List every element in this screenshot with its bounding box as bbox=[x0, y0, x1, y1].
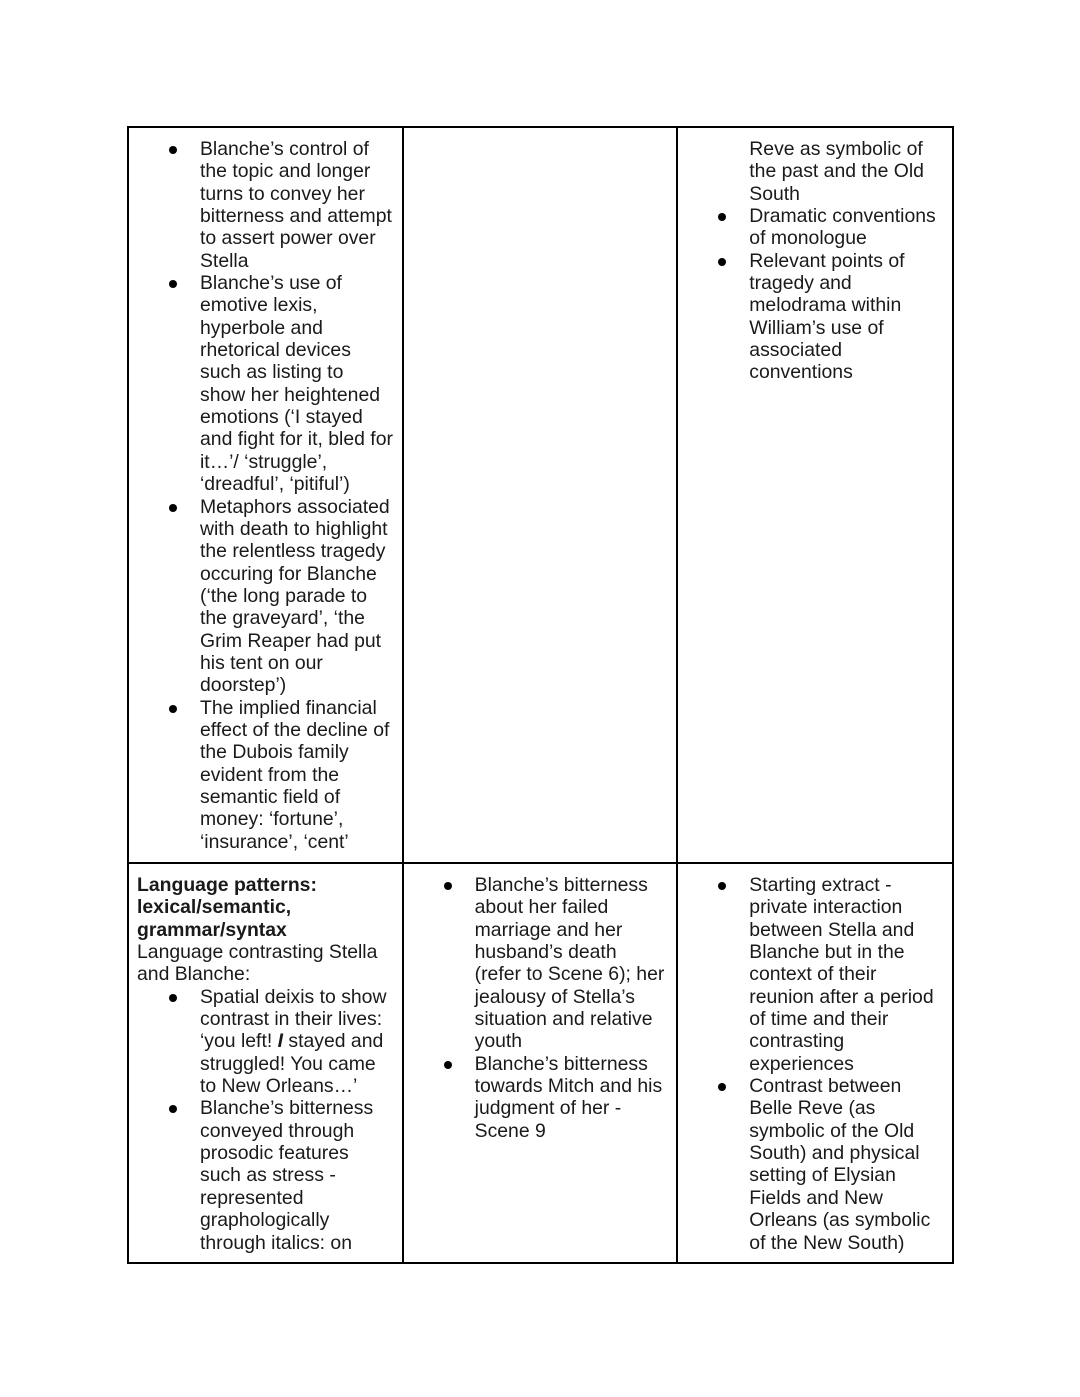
list-item-text: The implied financial effect of the decline of the Dubois family evident from the semantic field of money: ‘fortune’, ‘insurance’, ‘cent’ bbox=[200, 696, 390, 853]
bullet-icon bbox=[169, 994, 177, 1002]
list-item bbox=[749, 205, 944, 250]
table-cell-row1-col3 bbox=[677, 127, 953, 863]
bullet-list bbox=[686, 205, 944, 384]
bullet-list bbox=[137, 138, 394, 853]
table-cell-row1-col1 bbox=[128, 127, 403, 863]
table-row bbox=[128, 127, 953, 863]
list-item-text: Starting extract - private interaction between Stella and Blanche but in the context of their reunion after a period of time and their contrasting experiences bbox=[749, 874, 934, 1075]
list-item-text: Relevant points of tragedy and melodrama within William’s use of associated conventions bbox=[749, 249, 905, 384]
list-item bbox=[200, 986, 394, 1098]
table-cell-row2-col2 bbox=[403, 863, 678, 1263]
bullet-icon bbox=[169, 146, 177, 154]
list-item bbox=[200, 272, 394, 495]
bullet-icon bbox=[718, 882, 726, 890]
table-row bbox=[128, 863, 953, 1263]
analysis-table bbox=[127, 126, 954, 1264]
list-item-text: Contrast between Belle Reve (as symbolic of the Old South) and physical setting of Elysian Fields and New Orleans (as symbolic of the New South) bbox=[749, 1075, 931, 1254]
list-item-text: Dramatic conventions of monologue bbox=[749, 205, 936, 250]
bullet-icon bbox=[169, 504, 177, 512]
emphasis-text: I bbox=[277, 1030, 283, 1053]
list-item bbox=[200, 138, 394, 272]
section-heading: Language patterns: lexical/semantic, grammar/syntax bbox=[137, 874, 317, 941]
list-item-text: Metaphors associated with death to highlight the relentless tragedy occuring for Blanche (‘the long parade to the graveyard’, ‘the Grim Reaper had put his tent on our doorstep’) bbox=[200, 495, 390, 697]
bullet-list bbox=[137, 986, 394, 1254]
table-cell-row1-col2 bbox=[403, 127, 678, 863]
list-item-text: Blanche’s control of the topic and longer turns to convey her bitterness and attempt to assert power over Stella bbox=[200, 138, 392, 272]
bullet-icon bbox=[718, 1083, 726, 1091]
bullet-list bbox=[686, 874, 944, 1254]
list-item bbox=[200, 1097, 394, 1253]
continued-text: Reve as symbolic of the past and the Old South bbox=[749, 138, 924, 205]
list-item bbox=[475, 1053, 669, 1142]
bullet-icon bbox=[169, 1105, 177, 1113]
list-item bbox=[749, 250, 944, 384]
list-item bbox=[475, 874, 669, 1053]
list-item-text: Blanche’s bitterness conveyed through prosodic features such as stress - represented graphologically through italics: on bbox=[200, 1097, 374, 1254]
bullet-icon bbox=[169, 705, 177, 713]
list-item bbox=[749, 874, 944, 1075]
bullet-icon bbox=[718, 213, 726, 221]
bullet-icon bbox=[169, 280, 177, 288]
list-item bbox=[200, 496, 394, 697]
table-cell-row2-col1 bbox=[128, 863, 403, 1263]
bullet-list bbox=[412, 874, 669, 1142]
list-item-text: Blanche’s bitterness towards Mitch and his judgment of her - Scene 9 bbox=[474, 1052, 663, 1142]
list-item bbox=[200, 697, 394, 853]
list-item-text-post: stayed and struggled! You came to New Orleans…’ bbox=[200, 1030, 384, 1098]
list-item bbox=[749, 1075, 944, 1254]
table-cell-row2-col3 bbox=[677, 863, 953, 1263]
list-item-text-pre: Spatial deixis to show contrast in their lives: ‘you left! bbox=[200, 985, 387, 1053]
list-item-text: Blanche’s bitterness about her failed marriage and her husband’s death (refer to Scene 6); her jealousy of Stella’s situation and relative youth bbox=[474, 874, 665, 1053]
bullet-icon bbox=[718, 258, 726, 266]
bullet-icon bbox=[444, 882, 452, 890]
bullet-icon bbox=[444, 1061, 452, 1069]
list-item-text: Blanche’s use of emotive lexis, hyperbole and rhetorical devices such as listing to show her heightened emotions (‘I stayed and fight for it, bled for it…’/ ‘struggle’, ‘dreadful’, ‘pitiful’) bbox=[200, 272, 393, 496]
intro-text: Language contrasting Stella and Blanche: bbox=[137, 941, 378, 986]
